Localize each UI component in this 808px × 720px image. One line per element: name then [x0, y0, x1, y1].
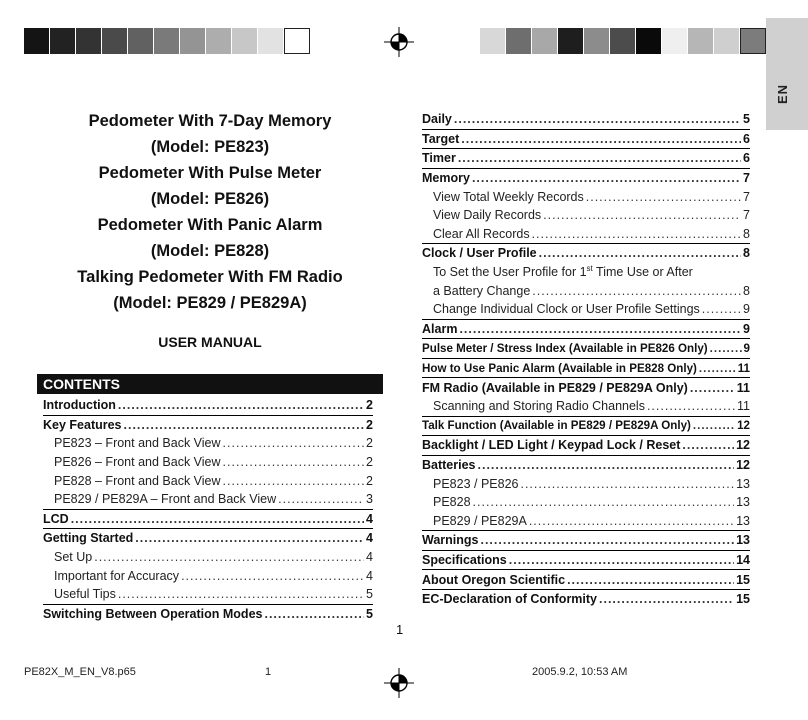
toc-entry-label: How to Use Panic Alarm (Available in PE828 Only) — [422, 361, 697, 375]
toc-entry-label: Pulse Meter / Stress Index (Available in PE826 Only) — [422, 341, 708, 355]
toc-entry — [422, 436, 750, 456]
toc-entry — [43, 490, 373, 510]
color-swatch — [662, 28, 688, 54]
color-swatch — [740, 28, 766, 54]
toc-leader-dots — [459, 322, 741, 336]
toc-entry-page: 5 — [366, 587, 373, 602]
toc-entry — [422, 359, 750, 379]
toc-entry-page: 13 — [736, 513, 750, 528]
color-swatch — [584, 28, 610, 54]
toc-entry-label: Batteries — [422, 457, 476, 472]
toc-entry-page: 13 — [736, 495, 750, 510]
toc-entry — [422, 493, 750, 512]
color-swatch — [154, 28, 180, 54]
toc-entry-label: Change Individual Clock or User Profile Settings — [433, 302, 700, 317]
toc-leader-dots — [223, 436, 365, 450]
title-line: Talking Pedometer With FM Radio — [77, 268, 343, 286]
toc-entry-page: 9 — [743, 341, 750, 355]
color-swatch — [180, 28, 206, 54]
toc-entry — [422, 169, 750, 188]
color-swatch — [128, 28, 154, 54]
contents-heading: CONTENTS — [37, 374, 383, 394]
toc-entry — [43, 396, 373, 416]
toc-leader-dots — [509, 553, 734, 567]
toc-entry-label: Alarm — [422, 321, 458, 336]
toc-entry-page: 14 — [736, 552, 750, 567]
toc-entry-page: 2 — [366, 417, 373, 432]
toc-entry — [422, 339, 750, 359]
toc-entry-page: 15 — [736, 572, 750, 587]
toc-entry-page: 7 — [743, 208, 750, 223]
toc-entry — [422, 551, 750, 571]
toc-leader-dots — [699, 362, 736, 375]
toc-entry-label: Set Up — [54, 550, 93, 565]
toc-entry — [422, 263, 750, 282]
toc-leader-dots — [135, 531, 364, 545]
color-swatch — [532, 28, 558, 54]
title-line: (Model: PE826) — [150, 190, 270, 208]
toc-entry — [422, 281, 750, 300]
toc-entry-page: 8 — [743, 246, 750, 261]
toc-entry-page: 11 — [737, 399, 750, 414]
toc-entry-page: 8 — [743, 283, 750, 298]
toc-entry-page: 3 — [366, 492, 373, 507]
toc-entry — [422, 300, 750, 320]
color-swatch — [610, 28, 636, 54]
toc-entry-label: Target — [422, 131, 460, 146]
color-swatch — [480, 28, 506, 54]
toc-entry-label: PE828 – Front and Back View — [54, 473, 221, 488]
toc-leader-dots — [567, 573, 734, 587]
toc-entry-label: PE829 / PE829A – Front and Back View — [54, 492, 277, 507]
toc-leader-dots — [647, 399, 735, 413]
color-swatch — [232, 28, 258, 54]
toc-entry-label: Talk Function (Available in PE829 / PE829A Only) — [422, 419, 691, 433]
toc-entry-label: PE828 — [433, 495, 471, 510]
toc-entry — [43, 510, 373, 530]
footer-filename: PE82X_M_EN_V8.p65 — [24, 666, 136, 678]
toc-entry-page: 4 — [366, 568, 373, 583]
toc-leader-dots — [478, 458, 735, 472]
toc-leader-dots — [118, 398, 364, 412]
toc-leader-dots — [118, 587, 364, 601]
color-swatch — [714, 28, 740, 54]
toc-entry-label: Backlight / LED Light / Keypad Lock / Reset — [422, 438, 681, 453]
toc-leader-dots — [461, 132, 741, 146]
toc-entry — [43, 585, 373, 605]
toc-leader-dots — [480, 533, 734, 547]
title-line: (Model: PE823) — [150, 138, 270, 156]
toc-entry — [43, 566, 373, 585]
color-swatch — [50, 28, 76, 54]
registration-mark-icon — [384, 668, 414, 698]
title-line: Pedometer With Panic Alarm — [97, 216, 323, 234]
toc-leader-dots — [586, 190, 741, 204]
toc-entry-label: LCD — [43, 511, 69, 526]
toc-entry-label: Daily — [422, 112, 452, 127]
toc-entry — [43, 416, 373, 435]
toc-entry-page: 5 — [366, 606, 373, 621]
toc-entry-label: PE823 / PE826 — [433, 476, 519, 491]
toc-entry-page: 13 — [736, 476, 750, 491]
toc-entry-label: Useful Tips — [54, 587, 116, 602]
toc-entry-label: Scanning and Storing Radio Channels — [433, 399, 645, 414]
language-tab — [766, 18, 808, 130]
toc-entry-label: Important for Accuracy — [54, 568, 180, 583]
toc-entry-label: Warnings — [422, 533, 479, 548]
toc-entry — [43, 605, 373, 624]
toc-entry-page: 15 — [736, 592, 750, 607]
toc-entry — [422, 187, 750, 206]
toc-entry — [422, 590, 750, 609]
toc-entry — [43, 471, 373, 490]
toc-entry-page: 4 — [366, 531, 373, 546]
color-swatch — [284, 28, 310, 54]
toc-leader-dots — [181, 569, 364, 583]
toc-entry-page: 5 — [743, 112, 750, 127]
toc-entry — [43, 548, 373, 567]
toc-entry — [422, 110, 750, 130]
toc-entry-page: 9 — [743, 321, 750, 336]
toc-entry — [422, 474, 750, 493]
toc-entry-label: Key Features — [43, 417, 122, 432]
toc-entry-label: About Oregon Scientific — [422, 572, 566, 587]
toc-entry-label: Switching Between Operation Modes — [43, 606, 263, 621]
toc-entry-page: 11 — [736, 380, 750, 395]
toc-entry-page: 2 — [366, 455, 373, 470]
toc-entry — [422, 417, 750, 437]
toc-entry-label: Getting Started — [43, 531, 134, 546]
toc-entry-label: Memory — [422, 171, 470, 186]
toc-entry-page: 6 — [743, 131, 750, 146]
toc-entry-page: 4 — [366, 550, 373, 565]
color-swatch — [206, 28, 232, 54]
toc-leader-dots — [702, 302, 741, 316]
toc-leader-dots — [543, 208, 741, 222]
toc-entry-page: 7 — [743, 171, 750, 186]
toc-leader-dots — [458, 151, 741, 165]
toc-entry-page: 4 — [366, 511, 373, 526]
toc-entry — [422, 130, 750, 150]
title-line: (Model: PE828) — [150, 242, 270, 260]
page-number: 1 — [396, 622, 404, 637]
color-swatch — [636, 28, 662, 54]
toc-entry — [422, 225, 750, 245]
toc-entry-page: 8 — [743, 226, 750, 241]
toc-entry-label: EC-Declaration of Conformity — [422, 592, 598, 607]
toc-entry — [422, 378, 750, 397]
toc-entry — [422, 149, 750, 169]
toc-leader-dots — [710, 342, 742, 355]
title-line: (Model: PE829 / PE829A) — [113, 294, 307, 312]
toc-leader-dots — [223, 474, 365, 488]
toc-leader-dots — [532, 284, 741, 298]
toc-leader-dots — [223, 455, 365, 469]
toc-entry-page: 2 — [366, 473, 373, 488]
toc-entry-label: PE829 / PE829A — [433, 513, 527, 528]
toc-entry-label: View Daily Records — [433, 208, 542, 223]
toc-entry-label: a Battery Change — [433, 283, 531, 298]
toc-entry — [422, 244, 750, 263]
toc-entry-page: 13 — [736, 533, 750, 548]
toc-entry — [422, 397, 750, 417]
toc-leader-dots — [94, 550, 364, 564]
toc-leader-dots — [532, 227, 741, 241]
toc-entry-page: 7 — [743, 189, 750, 204]
color-swatch — [76, 28, 102, 54]
footer-page: 1 — [265, 666, 272, 678]
color-swatch — [506, 28, 532, 54]
toc-entry-page: 12 — [736, 438, 750, 453]
toc-entry-label: Introduction — [43, 398, 116, 413]
toc-leader-dots — [278, 492, 364, 506]
toc-entry-label: FM Radio (Available in PE829 / PE829A Only) — [422, 380, 688, 395]
toc-entry-page: 11 — [737, 361, 750, 375]
toc-entry-label: To Set the User Profile for 1st Time Use or After — [433, 264, 693, 280]
toc-leader-dots — [124, 418, 365, 432]
toc-leader-dots — [264, 607, 364, 621]
toc-entry — [422, 320, 750, 340]
toc-entry — [422, 456, 750, 475]
toc-leader-dots — [454, 112, 741, 126]
title-line: Pedometer With Pulse Meter — [98, 164, 322, 182]
toc-entry-label: Clock / User Profile — [422, 246, 537, 261]
toc-leader-dots — [472, 171, 741, 185]
language-tab-label: EN — [775, 83, 790, 104]
toc-entry-label: PE823 – Front and Back View — [54, 436, 221, 451]
toc-entry-label: Timer — [422, 151, 456, 166]
toc-entry — [422, 531, 750, 551]
toc-entry-label: View Total Weekly Records — [433, 189, 584, 204]
registration-mark-icon — [384, 27, 414, 57]
toc-leader-dots — [539, 246, 741, 260]
toc-entry-page: 12 — [736, 457, 750, 472]
title-line: Pedometer With 7-Day Memory — [88, 112, 332, 130]
toc-entry-page: 2 — [366, 436, 373, 451]
toc-leader-dots — [682, 438, 734, 452]
toc-leader-dots — [529, 514, 734, 528]
user-manual-label: USER MANUAL — [158, 334, 262, 350]
toc-entry — [43, 529, 373, 548]
color-swatch — [558, 28, 584, 54]
color-bar-right — [480, 28, 766, 54]
toc-entry-page: 2 — [366, 398, 373, 413]
toc-leader-dots — [71, 512, 364, 526]
color-swatch — [24, 28, 50, 54]
toc-leader-dots — [520, 477, 734, 491]
toc-leader-dots — [690, 381, 735, 395]
color-swatch — [688, 28, 714, 54]
toc-entry-label: PE826 – Front and Back View — [54, 455, 221, 470]
color-swatch — [258, 28, 284, 54]
toc-entry — [422, 570, 750, 590]
toc-left-column — [43, 396, 373, 623]
toc-leader-dots — [693, 419, 735, 432]
toc-entry — [43, 434, 373, 453]
toc-leader-dots — [599, 592, 734, 606]
toc-entry — [422, 206, 750, 225]
color-swatch — [102, 28, 128, 54]
footer-date: 2005.9.2, 10:53 AM — [532, 666, 628, 678]
toc-entry — [43, 453, 373, 472]
toc-entry-page: 12 — [737, 419, 750, 433]
toc-right-column — [422, 110, 750, 608]
color-bar-left — [24, 28, 310, 54]
toc-entry-page: 9 — [743, 302, 750, 317]
toc-entry-page: 6 — [743, 151, 750, 166]
toc-leader-dots — [473, 495, 735, 509]
toc-entry-label: Specifications — [422, 552, 507, 567]
toc-entry — [422, 511, 750, 531]
toc-entry-label: Clear All Records — [433, 226, 530, 241]
